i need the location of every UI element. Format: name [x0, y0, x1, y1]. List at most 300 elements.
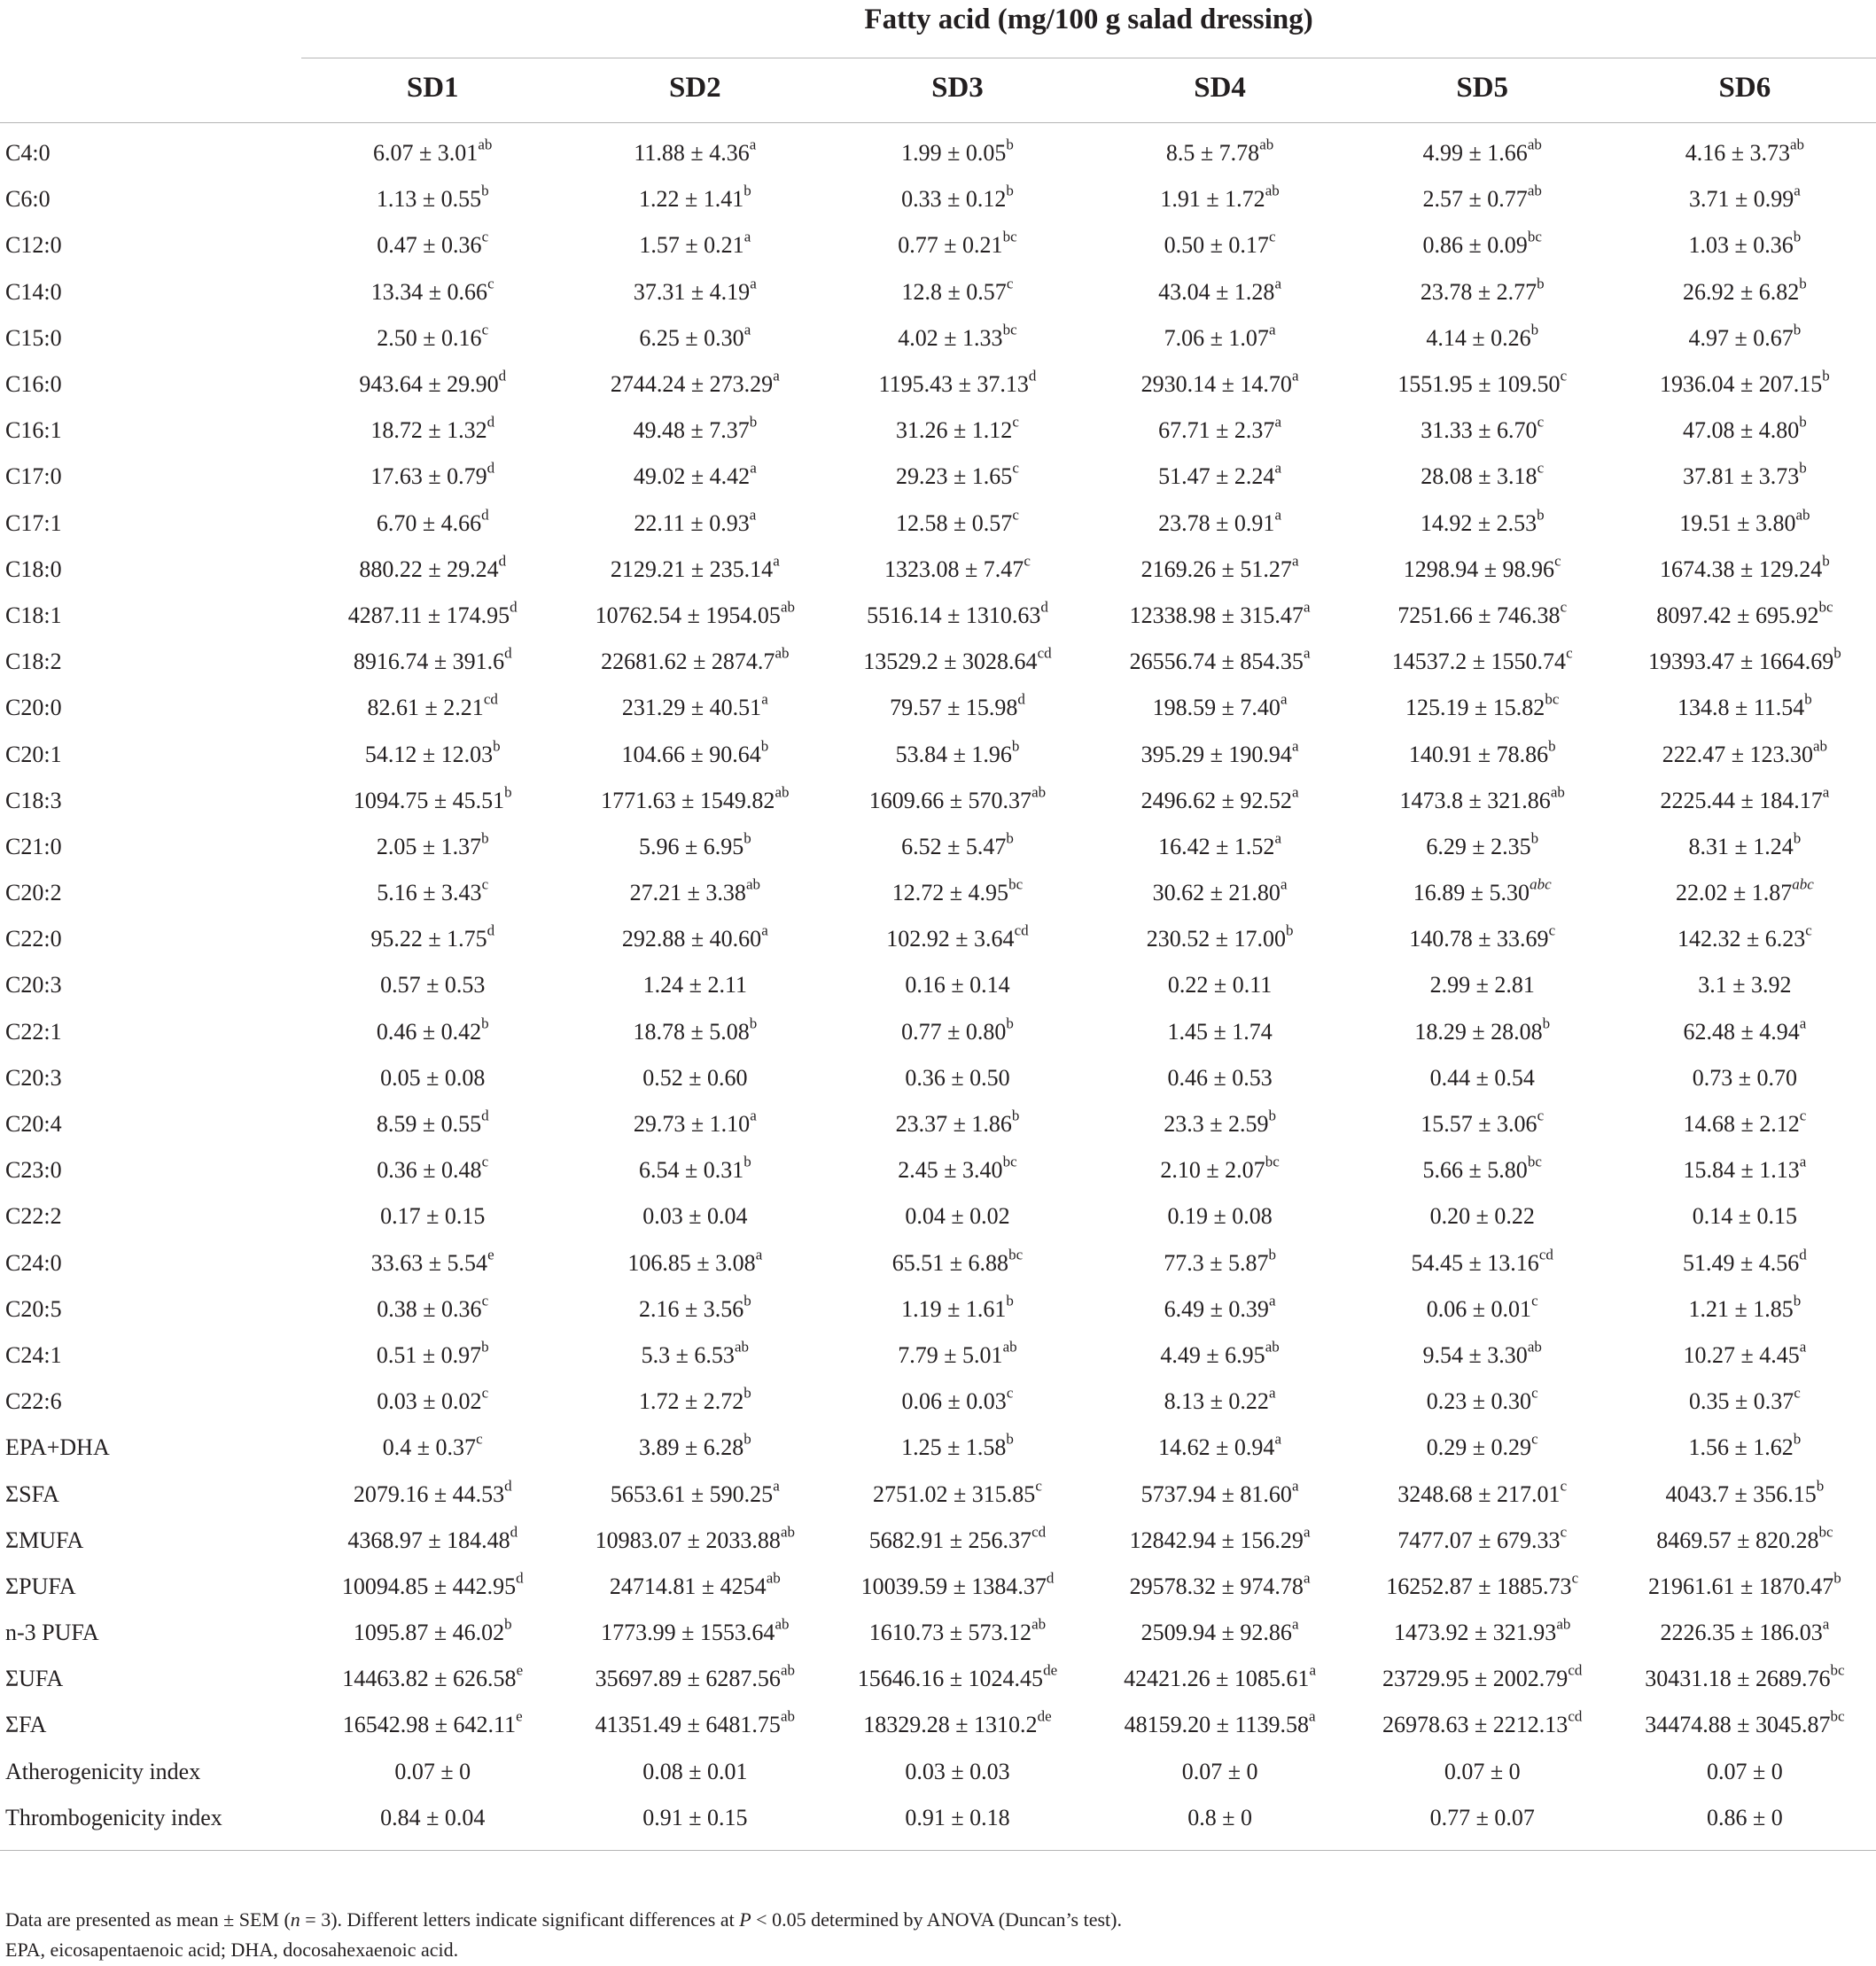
table-cell [826, 1193, 1088, 1239]
table-row [0, 1471, 1876, 1517]
cell-value: 6.49 ± 0.39 [1164, 1295, 1269, 1322]
table-cell [1614, 547, 1876, 593]
cell-value: 0.46 ± 0.42 [376, 1018, 482, 1045]
cell-value: 2744.24 ± 273.29 [610, 371, 774, 398]
table-cell [1089, 639, 1351, 685]
significance-letters: b [1006, 136, 1014, 153]
cell-value: 4.14 ± 0.26 [1426, 324, 1531, 351]
cell-value: 140.91 ± 78.86 [1408, 741, 1549, 767]
table-cell [301, 1147, 564, 1193]
cell-value: 1195.43 ± 37.13 [878, 371, 1029, 398]
significance-letters: c [1012, 413, 1019, 431]
table-cell [1089, 685, 1351, 731]
significance-letters: de [1037, 1707, 1052, 1725]
table-row [0, 1702, 1876, 1748]
table-cell [564, 1193, 826, 1239]
row-label: C17:0 [5, 463, 62, 490]
cell-value: 12338.98 ± 315.47 [1129, 602, 1304, 628]
cell-value: 104.66 ± 90.64 [621, 741, 761, 767]
cell-value: 6.07 ± 3.01 [373, 140, 479, 167]
table-cell [564, 824, 826, 870]
row-label: C20:2 [5, 880, 62, 906]
cell-value: 10094.85 ± 442.95 [341, 1573, 517, 1599]
cell-value: 23.3 ± 2.59 [1164, 1111, 1269, 1138]
significance-letters: a [773, 1476, 780, 1494]
table-cell [1089, 315, 1351, 361]
cell-value: 2.99 ± 2.81 [1429, 972, 1535, 999]
table-cell [826, 1749, 1088, 1795]
significance-letters: b [1793, 321, 1802, 338]
table-cell [564, 1101, 826, 1147]
significance-letters: a [1303, 1522, 1311, 1540]
table-cell [826, 454, 1088, 500]
cell-value: 1.57 ± 0.21 [639, 232, 744, 259]
table-cell [564, 269, 826, 315]
table-row [0, 870, 1876, 916]
row-label: C6:0 [5, 186, 51, 213]
cell-value: 2509.94 ± 92.86 [1140, 1620, 1292, 1646]
table-cell [826, 361, 1088, 408]
row-label: C18:3 [5, 787, 62, 813]
significance-letters: a [743, 228, 751, 245]
significance-letters: ab [745, 875, 760, 893]
significance-letters: bc [1008, 875, 1024, 893]
cell-value: 49.02 ± 4.42 [633, 463, 751, 490]
table-cell [1089, 824, 1351, 870]
cell-value: 2079.16 ± 44.53 [353, 1480, 505, 1507]
table-cell [1351, 1101, 1614, 1147]
row-label: C24:1 [5, 1341, 62, 1368]
cell-value: 0.91 ± 0.15 [642, 1804, 748, 1830]
significance-letters: b [1793, 228, 1802, 245]
significance-letters: b [1268, 1107, 1276, 1124]
cell-value: 0.52 ± 0.60 [642, 1064, 748, 1091]
significance-letters: b [1268, 1245, 1276, 1263]
table-cell [301, 1749, 564, 1795]
row-label: ΣUFA [5, 1666, 64, 1692]
significance-letters: cd [1031, 1522, 1047, 1540]
table-row [0, 1610, 1876, 1656]
table-cell [1089, 731, 1351, 777]
table-cell [1089, 123, 1351, 177]
cell-value: 47.08 ± 4.80 [1682, 417, 1800, 444]
cell-value: 1674.38 ± 129.24 [1659, 556, 1823, 582]
table-cell [564, 1610, 826, 1656]
significance-letters: c [1006, 274, 1014, 291]
cell-value: 2.05 ± 1.37 [376, 833, 482, 859]
significance-letters: a [1303, 598, 1311, 616]
cell-value: 8.5 ± 7.78 [1165, 140, 1260, 167]
significance-letters: b [1006, 1014, 1014, 1031]
cell-value: 0.35 ± 0.37 [1688, 1388, 1794, 1415]
footnote-abbreviations: EPA, eicosapentaenoic acid; DHA, docosahexaenoic acid. [5, 1939, 459, 1961]
cell-value: 2169.26 ± 51.27 [1140, 556, 1292, 582]
table-cell [564, 454, 826, 500]
table-row [0, 1101, 1876, 1147]
table-cell [1614, 1193, 1876, 1239]
cell-value: 0.50 ± 0.17 [1164, 232, 1269, 259]
table-row [0, 1564, 1876, 1610]
cell-value: 37.81 ± 3.73 [1682, 463, 1800, 490]
cell-value: 14.62 ± 0.94 [1158, 1434, 1275, 1461]
table-cell [1089, 1333, 1351, 1379]
cell-value: 26.92 ± 6.82 [1682, 278, 1800, 305]
table-cell [1351, 1193, 1614, 1239]
cell-value: 42421.26 ± 1085.61 [1124, 1666, 1310, 1692]
table-cell [1089, 962, 1351, 1008]
table-cell [301, 501, 564, 547]
significance-letters: bc [1818, 598, 1833, 616]
significance-letters: d [1799, 1245, 1807, 1263]
significance-letters: a [755, 1245, 763, 1263]
table-cell [1351, 1425, 1614, 1471]
table-cell [826, 639, 1088, 685]
cell-value: 53.84 ± 1.96 [895, 741, 1012, 767]
table-cell [1089, 1055, 1351, 1101]
table-row [0, 1147, 1876, 1193]
table-cell [301, 408, 564, 454]
row-label: C22:6 [5, 1388, 62, 1415]
table-cell [564, 123, 826, 177]
significance-letters: ab [1527, 1338, 1542, 1356]
significance-letters: b [1822, 367, 1830, 385]
table-cell [1614, 639, 1876, 685]
cell-value: 5.96 ± 6.95 [638, 833, 744, 859]
table-cell [826, 1379, 1088, 1425]
table-cell [301, 1425, 564, 1471]
significance-letters: b [1537, 505, 1545, 523]
significance-letters: a [1291, 367, 1299, 385]
table-cell [564, 315, 826, 361]
table-cell [1089, 1518, 1351, 1564]
table-cell [1089, 1702, 1351, 1748]
table-cell [1089, 1656, 1351, 1702]
cell-value: 22681.62 ± 2874.7 [601, 649, 775, 675]
cell-value: 6.54 ± 0.31 [638, 1157, 744, 1184]
significance-letters: b [743, 829, 751, 847]
table-cell [564, 408, 826, 454]
cell-value: 2496.62 ± 92.52 [1140, 787, 1292, 813]
cell-value: 125.19 ± 15.82 [1405, 695, 1545, 721]
table-row [0, 454, 1876, 500]
significance-letters: ab [1790, 136, 1805, 153]
table-cell [826, 176, 1088, 222]
significance-letters: b [749, 1014, 758, 1031]
table-cell [826, 1055, 1088, 1101]
table-cell [1351, 1147, 1614, 1193]
table-row [0, 361, 1876, 408]
cell-value: 0.38 ± 0.36 [377, 1295, 482, 1322]
column-header-sd5: SD5 [1351, 60, 1614, 123]
table-cell [301, 1333, 564, 1379]
significance-letters: ab [1813, 736, 1828, 754]
table-cell [564, 639, 826, 685]
table-cell [564, 593, 826, 639]
cell-value: 0.86 ± 0 [1706, 1804, 1783, 1830]
footnote-n-symbol: n [290, 1908, 300, 1931]
table-cell [1614, 1009, 1876, 1055]
table-cell [564, 1286, 826, 1333]
significance-letters: ab [1002, 1338, 1017, 1356]
row-label: C16:0 [5, 371, 62, 398]
row-label: C21:0 [5, 833, 62, 859]
significance-letters: a [1291, 1476, 1299, 1494]
table-cell [1614, 1425, 1876, 1471]
significance-letters: cd [483, 690, 498, 708]
table-cell [1614, 1147, 1876, 1193]
table-cell [1614, 1055, 1876, 1101]
cell-value: 14.92 ± 2.53 [1420, 509, 1537, 536]
table-row [0, 1749, 1876, 1795]
cell-value: 4.16 ± 3.73 [1685, 140, 1790, 167]
significance-letters: c [1035, 1476, 1042, 1494]
significance-letters: a [1291, 1615, 1299, 1633]
stub-header-blank [0, 60, 301, 123]
table-cell [1351, 315, 1614, 361]
significance-letters: abc [1530, 875, 1552, 893]
significance-letters: ab [775, 1615, 790, 1633]
cell-value: 2129.21 ± 235.14 [610, 556, 774, 582]
table-cell [1351, 1009, 1614, 1055]
cell-value: 62.48 ± 4.94 [1683, 1018, 1800, 1045]
table-cell [301, 1518, 564, 1564]
row-label: C4:0 [5, 140, 51, 167]
table-cell [1351, 1333, 1614, 1379]
table-cell [1089, 547, 1351, 593]
significance-letters: b [1799, 413, 1807, 431]
table-cell [1351, 1564, 1614, 1610]
significance-letters: bc [1002, 321, 1017, 338]
significance-letters: b [1548, 736, 1556, 754]
significance-letters: c [1560, 1522, 1568, 1540]
significance-letters: a [761, 690, 768, 708]
cell-value: 9.54 ± 3.30 [1422, 1341, 1528, 1368]
cell-value: 23729.95 ± 2002.79 [1382, 1666, 1569, 1692]
table-cell [1351, 1749, 1614, 1795]
cell-value: 31.33 ± 6.70 [1421, 417, 1537, 444]
table-cell [1614, 731, 1876, 777]
significance-letters: b [504, 1615, 512, 1633]
significance-letters: de [1043, 1661, 1058, 1679]
cell-value: 6.70 ± 4.66 [376, 509, 482, 536]
table-cell [301, 222, 564, 268]
table-cell [826, 1564, 1088, 1610]
table-footnotes [5, 1905, 1122, 1965]
table-cell [1614, 123, 1876, 177]
row-label: C16:1 [5, 417, 62, 444]
cell-value: 0.14 ± 0.15 [1692, 1203, 1798, 1230]
significance-letters: d [510, 598, 518, 616]
significance-letters: abc [1792, 875, 1814, 893]
significance-letters: ab [1527, 136, 1542, 153]
significance-letters: c [1268, 228, 1276, 245]
cell-value: 6.25 ± 0.30 [639, 324, 744, 351]
cell-value: 3.89 ± 6.28 [638, 1434, 744, 1461]
cell-value: 31.26 ± 1.12 [896, 417, 1013, 444]
significance-letters: ab [1031, 782, 1047, 800]
table-cell [1351, 824, 1614, 870]
cell-value: 292.88 ± 40.60 [621, 926, 762, 952]
table-cell [1351, 1055, 1614, 1101]
cell-value: 0.17 ± 0.15 [380, 1203, 486, 1230]
cell-value: 0.33 ± 0.12 [901, 186, 1007, 213]
table-cell [1351, 123, 1614, 177]
table-cell [1089, 269, 1351, 315]
table-cell [1089, 1425, 1351, 1471]
cell-value: 0.51 ± 0.97 [376, 1341, 482, 1368]
significance-letters: a [1274, 459, 1281, 477]
table-cell [564, 1518, 826, 1564]
table-row [0, 1055, 1876, 1101]
table-cell [564, 1379, 826, 1425]
cell-value: 0.84 ± 0.04 [380, 1804, 486, 1830]
significance-letters: b [743, 1153, 751, 1170]
cell-value: 29.23 ± 1.65 [896, 463, 1013, 490]
table-cell [1089, 1101, 1351, 1147]
table-cell [826, 1101, 1088, 1147]
significance-letters: a [1799, 1014, 1807, 1031]
cell-value: 5516.14 ± 1310.63 [867, 602, 1041, 628]
significance-letters: b [1006, 1430, 1014, 1448]
table-cell [564, 962, 826, 1008]
row-label: C20:3 [5, 972, 62, 999]
table-row [0, 408, 1876, 454]
cell-value: 1771.63 ± 1549.82 [601, 787, 775, 813]
row-label: C18:0 [5, 556, 62, 582]
row-label: Atherogenicity index [5, 1758, 201, 1784]
table-cell [564, 1471, 826, 1517]
cell-value: 10039.59 ± 1384.37 [860, 1573, 1047, 1599]
column-header-sd3: SD3 [826, 60, 1088, 123]
significance-letters: c [1531, 1292, 1538, 1309]
cell-value: 19393.47 ± 1664.69 [1647, 649, 1834, 675]
table-cell [564, 1795, 826, 1851]
table-cell [1089, 778, 1351, 824]
cell-value: 2225.44 ± 184.17 [1660, 787, 1823, 813]
table-row [0, 1379, 1876, 1425]
row-label: n-3 PUFA [5, 1620, 99, 1646]
cell-value: 0.29 ± 0.29 [1426, 1434, 1532, 1461]
table-cell [301, 824, 564, 870]
cell-value: 1.45 ± 1.74 [1167, 1018, 1273, 1045]
table-cell [1614, 1564, 1876, 1610]
table-cell [1351, 1286, 1614, 1333]
cell-value: 23.37 ± 1.86 [895, 1111, 1012, 1138]
significance-letters: d [1040, 598, 1048, 616]
significance-letters: a [743, 321, 751, 338]
table-cell [1614, 1333, 1876, 1379]
cell-value: 0.03 ± 0.02 [377, 1388, 482, 1415]
cell-value: 4.99 ± 1.66 [1422, 140, 1528, 167]
cell-value: 0.06 ± 0.01 [1426, 1295, 1532, 1322]
cell-value: 2.57 ± 0.77 [1422, 186, 1528, 213]
table-cell [1351, 916, 1614, 962]
cell-value: 943.64 ± 29.90 [359, 371, 499, 398]
significance-letters: c [1537, 1107, 1545, 1124]
table-cell [1089, 1795, 1351, 1851]
significance-letters: b [481, 829, 489, 847]
significance-letters: ab [1795, 505, 1810, 523]
significance-letters: c [1560, 598, 1568, 616]
cell-value: 13.34 ± 0.66 [370, 278, 488, 305]
table-cell [1614, 1795, 1876, 1851]
cell-value: 0.47 ± 0.36 [377, 232, 482, 259]
table-row [0, 1240, 1876, 1286]
table-body [0, 123, 1876, 1851]
table-cell [564, 547, 826, 593]
significance-letters: c [481, 321, 489, 338]
significance-letters: cd [1568, 1661, 1583, 1679]
table-cell [826, 962, 1088, 1008]
cell-value: 23.78 ± 2.77 [1420, 278, 1537, 305]
significance-letters: c [1805, 921, 1812, 939]
significance-letters: d [1046, 1569, 1055, 1587]
cell-value: 3248.68 ± 217.01 [1397, 1480, 1561, 1507]
cell-value: 106.85 ± 3.08 [627, 1249, 756, 1276]
significance-letters: c [1531, 1384, 1538, 1402]
cell-value: 1.72 ± 2.72 [638, 1388, 744, 1415]
table-cell [1614, 1101, 1876, 1147]
cell-value: 1473.92 ± 321.93 [1394, 1620, 1557, 1646]
table-cell [301, 1702, 564, 1748]
cell-value: 11.88 ± 4.36 [634, 140, 750, 167]
table-cell [564, 1749, 826, 1795]
table-cell [1614, 962, 1876, 1008]
row-label: Thrombogenicity index [0, 1795, 301, 1851]
row-label: ΣFA [5, 1712, 47, 1738]
cell-value: 6.29 ± 2.35 [1426, 833, 1531, 859]
cell-value: 5.3 ± 6.53 [641, 1341, 735, 1368]
significance-letters: cd [1568, 1707, 1583, 1725]
significance-letters: c [487, 274, 494, 291]
row-label: C24:0 [5, 1249, 62, 1276]
cell-value: 0.04 ± 0.02 [905, 1203, 1010, 1230]
column-header-sd4: SD4 [1089, 60, 1351, 123]
significance-letters: c [481, 875, 489, 893]
cell-value: 2930.14 ± 14.70 [1140, 371, 1292, 398]
significance-letters: bc [1818, 1522, 1833, 1540]
table-cell [1614, 1749, 1876, 1795]
cell-value: 5682.91 ± 256.37 [868, 1527, 1032, 1553]
cell-value: 34474.88 ± 3045.87 [1645, 1712, 1831, 1738]
table-cell [564, 501, 826, 547]
table-cell [1614, 1286, 1876, 1333]
table-cell [301, 685, 564, 731]
cell-value: 51.49 ± 4.56 [1682, 1249, 1800, 1276]
significance-letters: b [1530, 321, 1539, 338]
significance-letters: ab [780, 1522, 795, 1540]
cell-value: 8097.42 ± 695.92 [1656, 602, 1819, 628]
table-cell [826, 1471, 1088, 1517]
significance-letters: ab [1527, 182, 1542, 199]
table-cell [1351, 1471, 1614, 1517]
cell-value: 28.08 ± 3.18 [1421, 463, 1537, 490]
significance-letters: b [481, 1014, 489, 1031]
significance-letters: a [1822, 1615, 1830, 1633]
cell-value: 1610.73 ± 573.12 [868, 1620, 1032, 1646]
significance-letters: e [516, 1707, 523, 1725]
table-cell [1351, 731, 1614, 777]
significance-letters: c [1560, 367, 1568, 385]
cell-value: 79.57 ± 15.98 [890, 695, 1018, 721]
table-cell [1089, 593, 1351, 639]
cell-value: 4043.7 ± 356.15 [1665, 1480, 1817, 1507]
cell-value: 29578.32 ± 974.78 [1129, 1573, 1304, 1599]
table-cell [1614, 269, 1876, 315]
table-cell [826, 685, 1088, 731]
significance-letters: c [481, 1384, 489, 1402]
table-cell [1614, 1702, 1876, 1748]
